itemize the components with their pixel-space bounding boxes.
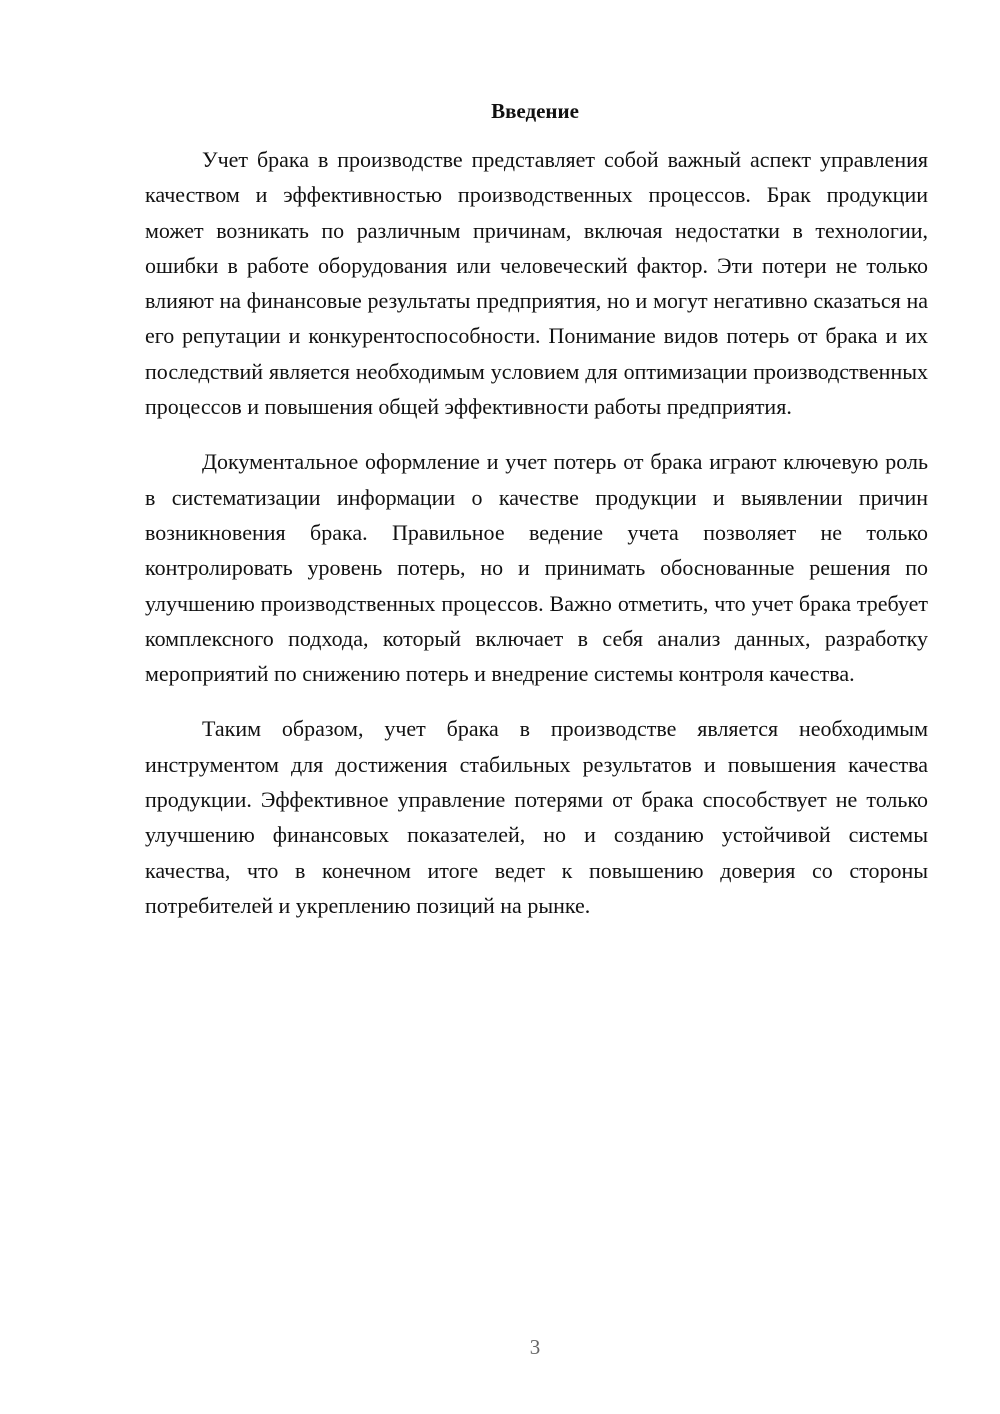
- page-number: 3: [529, 1335, 541, 1359]
- paragraph: Учет брака в производстве представляет собой важный аспект управления качеством и эффективностью производственных процессов. Брак продукции может возникать по различным причинам, включая недостатки в технологии, ошибки в работе оборудования или человеческий фактор. Эти потери не только влияют на финансовые результаты предприятия, но и могут негативно сказаться на его репутации и конкурентоспособности. Понимание видов потерь от брака и их последствий является необходимым условием для оптимизации производственных процессов и повышения общей эффективности работы предприятия.: [145, 147, 928, 420]
- page-title: Введение: [491, 99, 579, 123]
- document-body: [145, 142, 928, 943]
- paragraph: Документальное оформление и учет потерь от брака играют ключевую роль в систематизации информации о качестве продукции и выявлении причин возникновения брака. Правильное ведение учета позволяет не только контролировать уровень потерь, но и принимать обоснованные решения по улучшению производственных процессов. Важно отметить, что учет брака требует комплексного подхода, который включает в себя анализ данных, разработку мероприятий по снижению потерь и внедрение системы контроля качества.: [145, 449, 928, 687]
- paragraph: Таким образом, учет брака в производстве является необходимым инструментом для достижения стабильных результатов и повышения качества продукции. Эффективное управление потерями от брака способствует не только улучшению финансовых показателей, но и созданию устойчивой системы качества, что в конечном итоге ведет к повышению доверия со стороны потребителей и укреплению позиций на рынке.: [145, 716, 928, 918]
